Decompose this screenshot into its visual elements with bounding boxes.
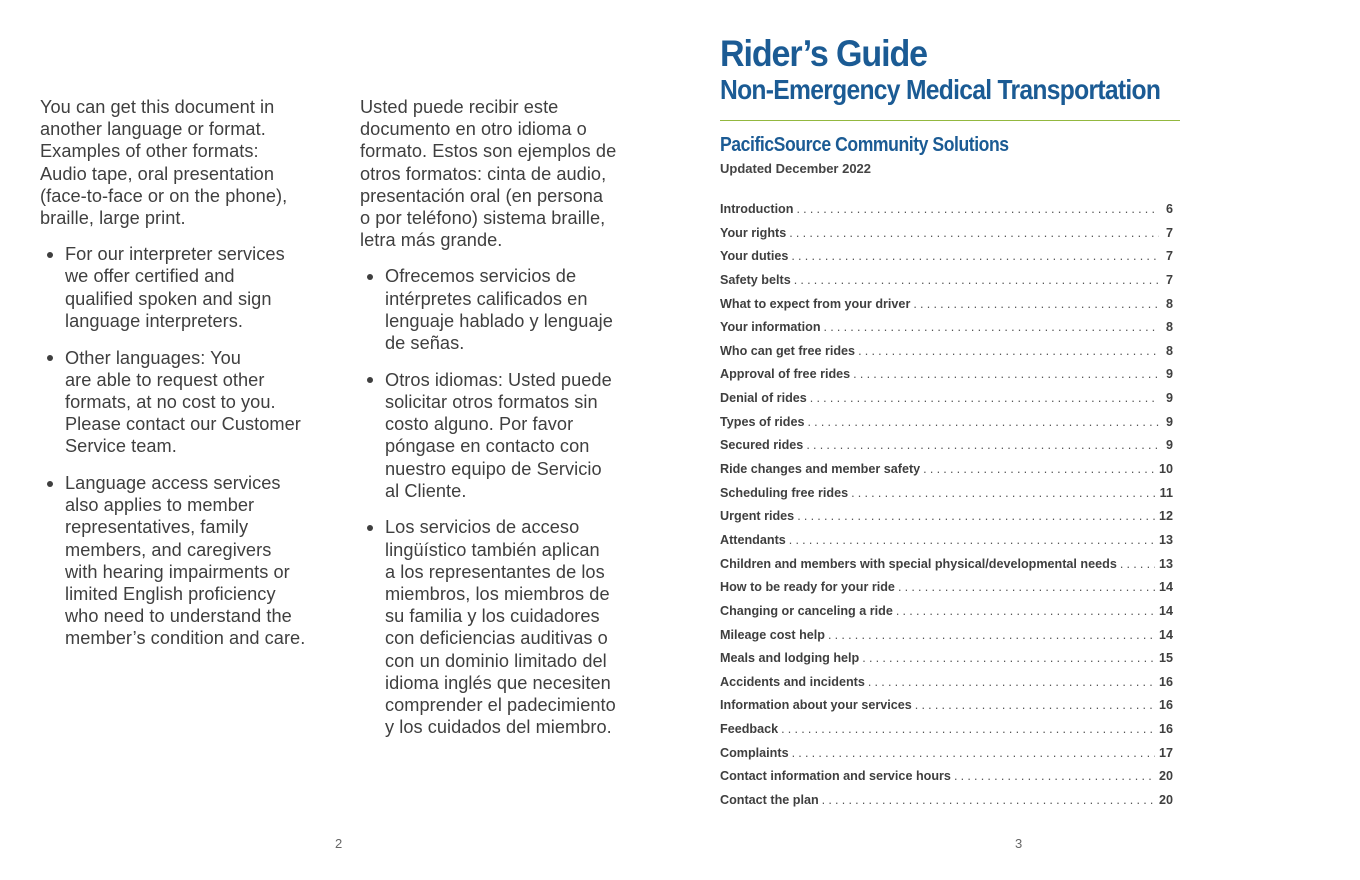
- toc-entry-label: Your duties: [720, 249, 789, 264]
- toc-entry[interactable]: [720, 769, 1173, 793]
- toc-dot-leader: [853, 367, 1159, 381]
- toc-entry-page: 12: [1158, 509, 1173, 524]
- toc-dot-leader: [792, 746, 1155, 760]
- english-bullet-list: [40, 243, 330, 649]
- toc-entry[interactable]: [720, 746, 1173, 770]
- toc-dot-leader: [794, 273, 1159, 287]
- toc-entry-label: Types of rides: [720, 414, 805, 429]
- spanish-bullet-access-services: Los servicios de acceso lingüístico también aplican a los representantes de los miembros, los miembros de su familia y los cuidadores con deficiencias auditivas o con un dominio limitado del idioma inglés que necesiten comprender el padecimiento y los cuidados del miembro.: [360, 516, 650, 738]
- toc-entry[interactable]: [720, 344, 1173, 368]
- toc-entry-label: Children and members with special physical/developmental needs: [720, 556, 1117, 571]
- spanish-bullet-other-languages: Otros idiomas: Usted puede solicitar otros formatos sin costo alguno. Por favor póngase en contacto con nuestro equipo de Servicio al Cliente.: [360, 369, 650, 502]
- toc-entry[interactable]: [720, 462, 1173, 486]
- toc-entry-label: Accidents and incidents: [720, 674, 865, 689]
- toc-dot-leader: [797, 509, 1155, 523]
- spanish-bullet-interpreters: Ofrecemos servicios de intérpretes calificados en lenguaje hablado y lenguaje de señas.: [360, 265, 650, 354]
- toc-entry-label: Who can get free rides: [720, 343, 856, 358]
- toc-entry-page: 20: [1158, 793, 1173, 808]
- toc-dot-leader: [789, 226, 1159, 240]
- toc-entry[interactable]: [720, 793, 1173, 817]
- toc-dot-leader: [915, 698, 1155, 712]
- green-divider: [720, 120, 1180, 121]
- toc-entry-label: Scheduling free rides: [720, 485, 849, 500]
- toc-entry[interactable]: [720, 509, 1173, 533]
- english-bullet-interpreters: For our interpreter services we offer certified and qualified spoken and sign language interpreters.: [40, 243, 330, 332]
- toc-entry[interactable]: [720, 698, 1173, 722]
- english-bullet-other-languages: Other languages: You are able to request other formats, at no cost to you. Please contact our Customer Service team.: [40, 347, 330, 458]
- organization-name: PacificSource Community Solutions: [720, 134, 1009, 156]
- toc-entry[interactable]: [720, 533, 1173, 557]
- toc-entry-page: 15: [1158, 651, 1173, 666]
- toc-dot-leader: [954, 769, 1155, 783]
- updated-date: Updated December 2022: [720, 161, 872, 176]
- toc-entry[interactable]: [720, 249, 1173, 273]
- toc-entry-page: 16: [1158, 674, 1173, 689]
- toc-entry-label: Complaints: [720, 745, 789, 760]
- toc-entry[interactable]: [720, 226, 1173, 250]
- page-number-right: 3: [1015, 836, 1023, 851]
- toc-dot-leader: [824, 320, 1159, 334]
- toc-dot-leader: [806, 438, 1159, 452]
- toc-dot-leader: [828, 628, 1155, 642]
- toc-entry-page: 9: [1165, 367, 1173, 382]
- toc-entry-page: 7: [1165, 272, 1173, 287]
- toc-dot-leader: [796, 202, 1159, 216]
- toc-dot-leader: [896, 604, 1155, 618]
- table-of-contents: [720, 202, 1173, 817]
- toc-dot-leader: [851, 486, 1156, 500]
- spanish-bullet-list: [360, 265, 650, 738]
- toc-entry-page: 16: [1158, 698, 1173, 713]
- toc-entry-label: Urgent rides: [720, 509, 795, 524]
- toc-entry[interactable]: [720, 675, 1173, 699]
- document-title: Rider’s Guide: [720, 33, 927, 74]
- toc-entry-page: 16: [1158, 722, 1173, 737]
- toc-entry[interactable]: [720, 651, 1173, 675]
- toc-entry-label: Secured rides: [720, 438, 804, 453]
- toc-entry[interactable]: [720, 367, 1173, 391]
- toc-entry[interactable]: [720, 320, 1173, 344]
- toc-entry-label: Changing or canceling a ride: [720, 603, 893, 618]
- toc-entry-label: Introduction: [720, 202, 794, 216]
- toc-entry-page: 6: [1165, 202, 1173, 216]
- toc-entry-page: 17: [1158, 745, 1173, 760]
- toc-entry-label: How to be ready for your ride: [720, 580, 895, 595]
- toc-entry-label: Mileage cost help: [720, 627, 825, 642]
- toc-entry-page: 8: [1165, 343, 1173, 358]
- toc-entry[interactable]: [720, 438, 1173, 462]
- toc-dot-leader: [789, 533, 1155, 547]
- toc-entry-page: 20: [1158, 769, 1173, 784]
- toc-entry-label: Information about your services: [720, 698, 912, 713]
- page-number-left: 2: [335, 836, 343, 851]
- toc-entry-page: 8: [1165, 320, 1173, 335]
- toc-entry-page: 9: [1165, 438, 1173, 453]
- spanish-language-notice: [360, 96, 650, 753]
- toc-entry-page: 9: [1165, 414, 1173, 429]
- toc-entry-label: Attendants: [720, 532, 786, 547]
- toc-dot-leader: [781, 722, 1155, 736]
- toc-entry[interactable]: [720, 415, 1173, 439]
- english-language-notice: [40, 96, 330, 664]
- toc-entry-page: 9: [1165, 391, 1173, 406]
- toc-entry-label: What to expect from your driver: [720, 296, 911, 311]
- toc-entry[interactable]: [720, 486, 1173, 510]
- toc-entry[interactable]: [720, 604, 1173, 628]
- toc-entry-page: 8: [1165, 296, 1173, 311]
- toc-dot-leader: [913, 297, 1159, 311]
- toc-entry-page: 13: [1158, 532, 1173, 547]
- toc-entry-label: Feedback: [720, 722, 779, 737]
- toc-entry-label: Ride changes and member safety: [720, 462, 921, 477]
- toc-dot-leader: [791, 249, 1159, 263]
- toc-entry[interactable]: [720, 628, 1173, 652]
- toc-dot-leader: [868, 675, 1155, 689]
- toc-entry-page: 7: [1165, 225, 1173, 240]
- toc-entry-page: 13: [1158, 556, 1173, 571]
- toc-dot-leader: [862, 651, 1155, 665]
- toc-dot-leader: [923, 462, 1155, 476]
- spanish-intro: Usted puede recibir este documento en otro idioma o formato. Estos son ejemplos de otros formatos: cinta de audio, presentación oral (en persona o por teléfono) sistema braille, letra más grande.: [360, 97, 617, 251]
- toc-entry-label: Your rights: [720, 225, 787, 240]
- toc-entry-page: 11: [1159, 485, 1173, 500]
- toc-dot-leader: [807, 415, 1159, 429]
- toc-dot-leader: [858, 344, 1159, 358]
- toc-entry-label: Your information: [720, 320, 821, 335]
- toc-entry-page: 14: [1158, 580, 1173, 595]
- toc-entry-label: Safety belts: [720, 272, 791, 287]
- toc-entry[interactable]: [720, 557, 1173, 581]
- toc-dot-leader: [810, 391, 1159, 405]
- toc-entry-label: Contact the plan: [720, 793, 819, 808]
- toc-entry[interactable]: [720, 391, 1173, 415]
- toc-entry[interactable]: [720, 202, 1173, 226]
- toc-entry[interactable]: [720, 297, 1173, 321]
- toc-dot-leader: [822, 793, 1155, 807]
- toc-entry-page: 10: [1158, 462, 1173, 477]
- title-block: [720, 34, 1180, 106]
- toc-dot-leader: [1120, 557, 1155, 571]
- toc-entry-label: Denial of rides: [720, 391, 807, 406]
- toc-entry-label: Approval of free rides: [720, 367, 851, 382]
- toc-entry-page: 14: [1158, 627, 1173, 642]
- toc-entry[interactable]: [720, 273, 1173, 297]
- document-subtitle: Non-Emergency Medical Transportation: [720, 74, 1161, 105]
- english-bullet-access-services: Language access services also applies to member representatives, family members, and caregivers with hearing impairments or limited English proficiency who need to understand the member’s condition and care.: [40, 472, 330, 650]
- toc-dot-leader: [898, 580, 1155, 594]
- english-intro: You can get this document in another language or format. Examples of other formats: Audio tape, oral presentation (face-to-face or on the phone), braille, large print.: [40, 97, 288, 229]
- toc-entry-label: Meals and lodging help: [720, 651, 860, 666]
- toc-entry-label: Contact information and service hours: [720, 769, 951, 784]
- toc-entry-page: 7: [1165, 249, 1173, 264]
- toc-entry[interactable]: [720, 722, 1173, 746]
- toc-entry[interactable]: [720, 580, 1173, 604]
- toc-entry-page: 14: [1158, 603, 1173, 618]
